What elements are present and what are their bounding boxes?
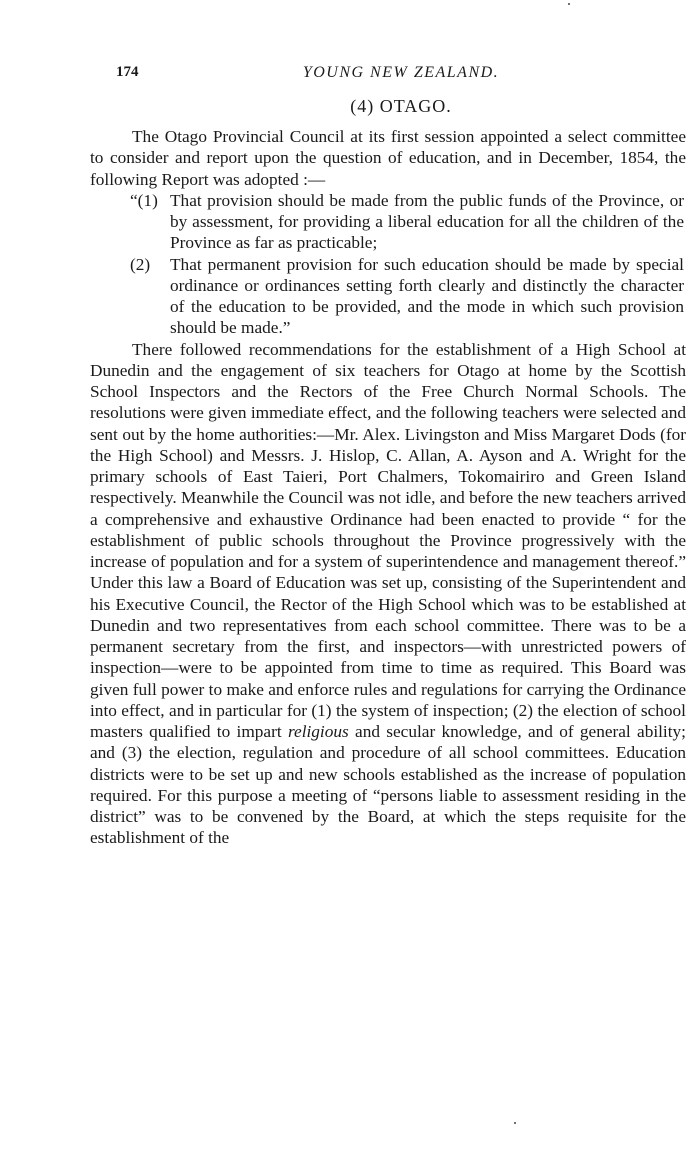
report-item-number: “(1) [130, 190, 158, 210]
main-paragraph-text-end: and secular knowledge, and of general ability; and (3) the election, regulation and procedure of all school committees. Education districts were to be set up and new schools established as the increase of population required. For this purpose a meeting of “persons liable to assessment residing in the district” was to be convened by the Board, at which the steps requisite for the establishment of the [90, 722, 686, 848]
scan-speck [568, 3, 570, 5]
report-item-text: That permanent provision for such education should be made by special ordinance or ordinances setting forth clearly and distinctly the character of the education to be provided, and the mode in which such provision should be made.” [170, 254, 684, 338]
body-text [90, 126, 686, 849]
report-item-2 [90, 254, 686, 339]
main-paragraph-text-start: There followed recommendations for the establishment of a High School at Dunedin and the engagement of six teachers for Otago at home by the Scottish School Inspectors and the Rectors of the Free Church Normal Schools. The resolutions were given immediate effect, and the following teachers were selected and sent out by the home authorities:—Mr. Alex. Livingston and Miss Margaret Dods (for the High School) and Messrs. J. Hislop, C. Allan, A. Ayson and A. Wright for the primary schools of East Taieri, Port Chalmers, Tokomairiro and Green Island respectively. Meanwhile the Council was not idle, and before the new teachers arrived a comprehensive and exhaustive Ordinance had been enacted to provide “ for the establishment of public schools throughout the Province progressively with the increase of population and for a system of superintendence and management thereof.” Under this law a Board of Education was set up, consisting of the Superintendent and his Executive Council, the Rector of the High School which was to be established at Dunedin and two representatives from each school committee. There was to be a permanent secretary from the first, and inspectors—with unrestricted powers of inspection—were to be appointed from time to time as required. This Board was given full power to make and enforce rules and regulations for carrying the Ordinance into effect, and in particular for (1) the system of inspection; (2) the election of school masters qualified to impart [90, 339, 686, 741]
report-item-1 [90, 190, 686, 254]
report-item-number: (2) [130, 254, 151, 274]
scan-speck [514, 1122, 516, 1124]
section-heading: (4) OTAGO. [350, 96, 452, 116]
page-header [116, 64, 686, 86]
italic-word: religious [287, 722, 349, 741]
main-paragraph [90, 339, 686, 849]
report-item-text: That provision should be made from the public funds of the Province, or by assessment, for providing a liberal education for all the children of the Province as far as practicable; [170, 190, 684, 253]
running-title: YOUNG NEW ZEALAND. [302, 64, 500, 81]
intro-paragraph: The Otago Provincial Council at its first session appointed a select committee to consider and report upon the question of education, and in December, 1854, the following Report was adopted :— [90, 127, 686, 189]
page-number: 174 [116, 64, 139, 80]
